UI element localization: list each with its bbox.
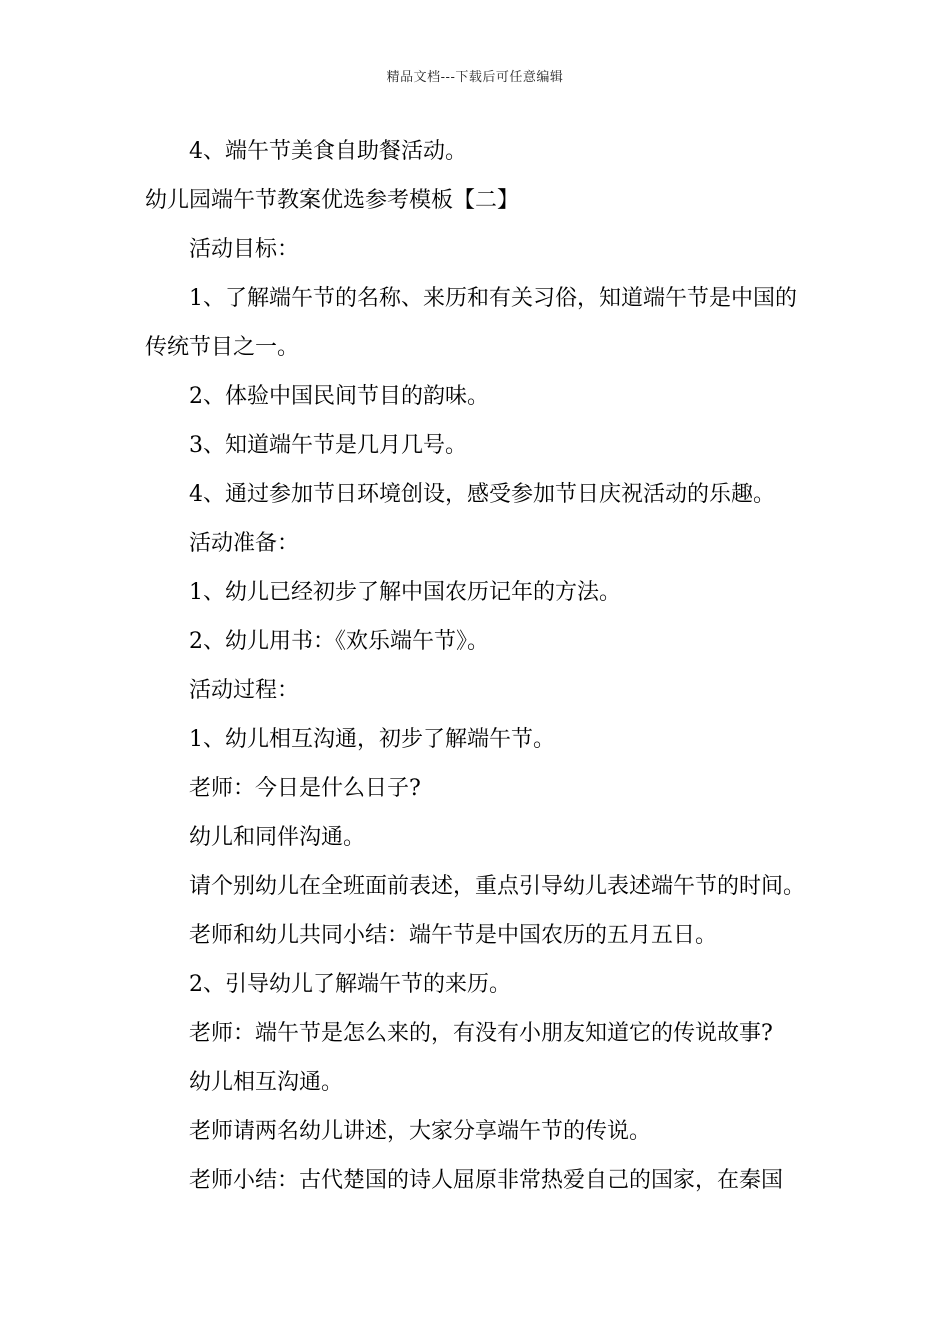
page-header: 精品文档---下载后可任意编辑 bbox=[386, 70, 564, 85]
text-line: 传统节目之一。 bbox=[145, 335, 300, 360]
text-line: 活动过程： bbox=[189, 678, 300, 703]
text-line: 老师请两名幼儿讲述，大家分享端午节的传说。 bbox=[189, 1119, 652, 1144]
text-line: 1、了解端午节的名称、来历和有关习俗，知道端午节是中国的 bbox=[189, 286, 797, 311]
text-line: 老师和幼儿共同小结：端午节是中国农历的五月五日。 bbox=[189, 923, 718, 948]
text-line: 4、端午节美食自助餐活动。 bbox=[189, 139, 467, 164]
text-line: 老师：端午节是怎么来的，有没有小朋友知道它的传说故事? bbox=[189, 1021, 773, 1046]
text-line: 老师小结：古代楚国的诗人屈原非常热爱自己的国家，在秦国 bbox=[189, 1168, 784, 1193]
text-line: 幼儿园端午节教案优选参考模板【二】 bbox=[145, 188, 520, 213]
text-line: 幼儿相互沟通。 bbox=[189, 1070, 344, 1095]
document-body bbox=[145, 131, 825, 1209]
text-line: 活动目标： bbox=[189, 237, 300, 262]
text-line: 2、引导幼儿了解端午节的来历。 bbox=[189, 972, 511, 997]
text-line: 2、体验中国民间节目的韵味。 bbox=[189, 384, 489, 409]
text-line: 1、幼儿相互沟通，初步了解端午节。 bbox=[189, 727, 555, 752]
text-line: 幼儿和同伴沟通。 bbox=[189, 825, 366, 850]
text-line: 4、通过参加节日环境创设，感受参加节日庆祝活动的乐趣。 bbox=[189, 482, 775, 507]
text-line: 3、知道端午节是几月几号。 bbox=[189, 433, 467, 458]
text-line: 活动准备： bbox=[189, 531, 300, 556]
text-line: 2、幼儿用书：《欢乐端午节》。 bbox=[189, 629, 489, 654]
text-line: 老师：今日是什么日子? bbox=[189, 776, 421, 801]
text-line: 1、幼儿已经初步了解中国农历记年的方法。 bbox=[189, 580, 621, 605]
text-line: 请个别幼儿在全班面前表述，重点引导幼儿表述端午节的时间。 bbox=[189, 874, 806, 899]
